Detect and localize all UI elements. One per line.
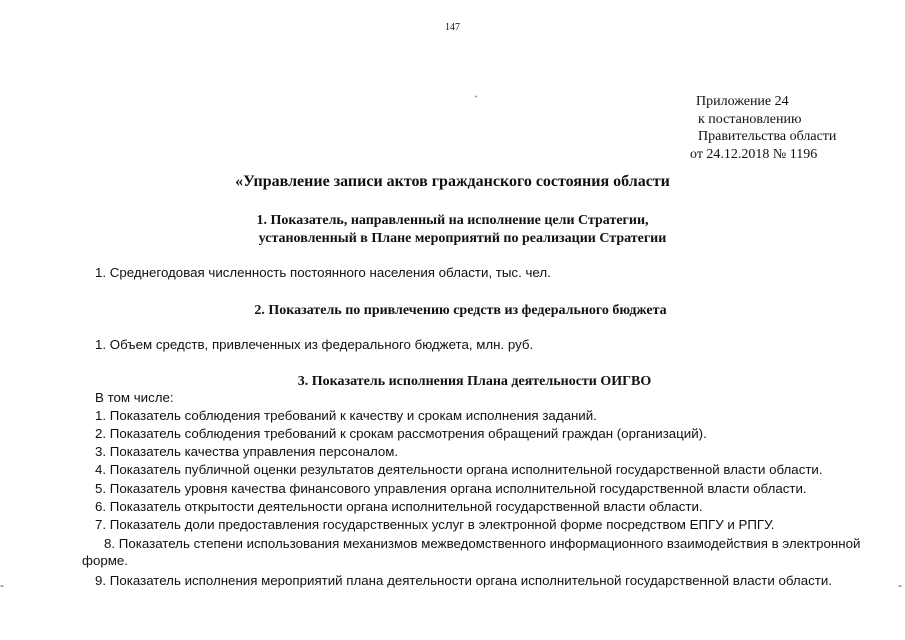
section3-item: 4. Показатель публичной оценки результатов деятельности органа исполнительной государственной власти области. [95, 462, 823, 477]
appendix-line: Приложение 24 [696, 94, 789, 109]
section3-intro: В том числе: [95, 390, 174, 405]
section3-item: 7. Показатель доли предоставления государственных услуг в электронной форме посредством ЕПГУ и РПГУ. [95, 517, 775, 532]
scan-mark: ` [474, 93, 478, 107]
document-title: «Управление записи актов гражданского состояния области [235, 173, 670, 190]
section3-item: 5. Показатель уровня качества финансового управления органа исполнительной государственной власти области. [95, 481, 807, 496]
section2-item: 1. Объем средств, привлеченных из федерального бюджета, млн. руб. [95, 337, 534, 352]
section1-heading-line: установленный в Плане мероприятий по реализации Стратегии [258, 231, 667, 246]
section1-heading [0, 212, 905, 248]
section3-item: 9. Показатель исполнения мероприятий плана деятельности органа исполнительной государственной власти области. [95, 573, 832, 588]
section3-item: 8. Показатель степени использования механизмов межведомственного информационного взаимодействия в электронной форме. [82, 536, 861, 568]
section3-item: 3. Показатель качества управления персоналом. [95, 444, 399, 459]
section3-heading: 3. Показатель исполнения Плана деятельности ОИГВО [297, 374, 652, 389]
scan-mark-right: - [898, 578, 902, 592]
section3-item: 1. Показатель соблюдения требований к качеству и срокам исполнения заданий. [95, 408, 597, 423]
appendix-line: от 24.12.2018 № 1196 [690, 146, 818, 162]
appendix-block [678, 93, 836, 163]
scan-mark-left: - [0, 578, 4, 592]
section3-item: 6. Показатель открытости деятельности органа исполнительной государственной власти области. [95, 499, 703, 514]
appendix-line: Правительства области [698, 129, 837, 144]
section2-heading: 2. Показатель по привлечению средств из федерального бюджета [254, 303, 667, 318]
appendix-line: к постановлению [698, 111, 802, 127]
section1-item: 1. Среднегодовая численность постоянного населения области, тыс. чел. [95, 265, 551, 280]
page-number: 147 [445, 22, 460, 33]
section1-heading-line: 1. Показатель, направленный на исполнение цели Стратегии, [256, 213, 649, 228]
section3-item: 2. Показатель соблюдения требований к срокам рассмотрения обращений граждан (организаций). [95, 426, 707, 441]
